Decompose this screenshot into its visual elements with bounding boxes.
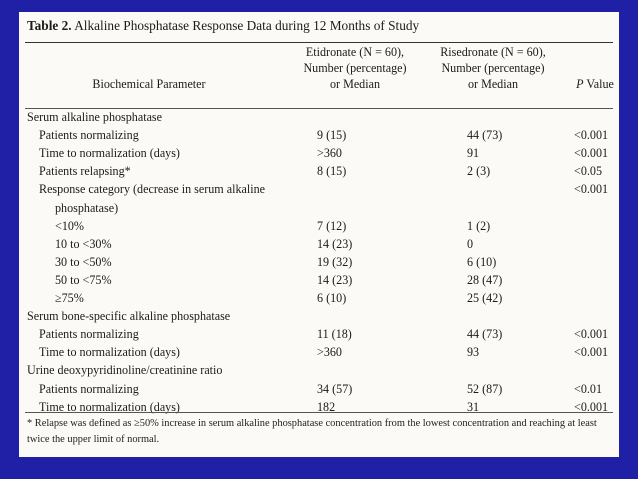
section-row	[19, 362, 619, 379]
header-p-letter: P	[576, 77, 584, 91]
p-value-cell: <0.05	[574, 164, 602, 179]
p-value-cell: <0.001	[574, 182, 609, 197]
risedronate-cell: 0	[467, 236, 474, 251]
table-row	[19, 200, 619, 217]
etidronate-cell: 19 (32)	[317, 254, 353, 269]
table-row	[19, 127, 619, 144]
top-rule	[25, 42, 613, 43]
row-label: 50 to <75%	[55, 272, 112, 287]
row-label: Serum bone-specific alkaline phosphatase	[27, 309, 231, 324]
risedronate-cell: 1 (2)	[467, 218, 491, 233]
header-risedronate	[431, 44, 555, 92]
etidronate-cell: 14 (23)	[317, 272, 353, 287]
row-label: Response category (decrease in serum alkaline	[39, 182, 265, 197]
header-p-value	[571, 76, 619, 92]
etidronate-cell: 34 (57)	[317, 381, 353, 396]
table-row	[19, 236, 619, 253]
p-value-cell: <0.001	[574, 146, 609, 161]
table-row	[19, 254, 619, 271]
etidronate-cell: 182	[317, 399, 336, 414]
row-label: phosphatase)	[55, 200, 119, 215]
header-risedronate-line: Number (percentage)	[441, 61, 545, 75]
p-value-cell: <0.001	[574, 345, 609, 360]
section-row	[19, 109, 619, 126]
table-row	[19, 181, 619, 198]
table-row	[19, 290, 619, 307]
etidronate-cell: 14 (23)	[317, 236, 353, 251]
risedronate-cell: 28 (47)	[467, 272, 503, 287]
table-row	[19, 145, 619, 162]
header-biochemical-parameter: Biochemical Parameter	[92, 77, 206, 91]
etidronate-cell: 7 (12)	[317, 218, 347, 233]
table-row	[19, 399, 619, 416]
table-row	[19, 326, 619, 343]
row-label: Patients normalizing	[39, 327, 139, 342]
table-number: Table 2.	[27, 18, 72, 33]
row-label: Patients relapsing*	[39, 164, 131, 179]
header-risedronate-line: or Median	[467, 77, 519, 91]
etidronate-cell: 8 (15)	[317, 164, 347, 179]
risedronate-cell: 2 (3)	[467, 164, 491, 179]
risedronate-cell: 6 (10)	[467, 254, 497, 269]
header-etidronate-line: Etidronate (N = 60),	[305, 45, 405, 59]
row-label: Serum alkaline phosphatase	[27, 110, 163, 124]
row-label: Patients normalizing	[39, 128, 139, 143]
table-title-text: Alkaline Phosphatase Response Data during 12 Months of Study	[74, 18, 420, 33]
row-label: Urine deoxypyridinoline/creatinine ratio	[27, 363, 223, 378]
table-row	[19, 163, 619, 180]
p-value-cell: <0.001	[574, 399, 609, 414]
row-label: Time to normalization (days)	[39, 146, 180, 161]
etidronate-cell: 11 (18)	[317, 327, 352, 342]
risedronate-cell: 52 (87)	[467, 381, 503, 396]
header-etidronate-line: or Median	[329, 77, 381, 91]
header-etidronate	[281, 44, 429, 92]
row-label: 10 to <30%	[55, 236, 112, 251]
header-etidronate-line: Number (percentage)	[303, 61, 407, 75]
table-row	[19, 218, 619, 235]
p-value-cell: <0.001	[574, 327, 609, 342]
etidronate-cell: 6 (10)	[317, 291, 347, 305]
risedronate-cell: 31	[467, 399, 480, 414]
p-value-cell: <0.01	[574, 381, 602, 396]
table-row	[19, 381, 619, 398]
row-label: <10%	[55, 218, 84, 233]
table-row	[19, 344, 619, 361]
table-footnote: * Relapse was defined as ≥50% increase in serum alkaline phosphatase concentration from the lowest concentration and reaching at least twice the upper limit of normal.	[27, 418, 597, 445]
row-label: ≥75%	[55, 291, 84, 305]
footer-rule	[25, 412, 613, 413]
row-label: Time to normalization (days)	[39, 345, 180, 360]
etidronate-cell: >360	[317, 345, 342, 360]
risedronate-cell: 93	[467, 345, 480, 360]
header-risedronate-line: Risedronate (N = 60),	[440, 45, 546, 59]
header-p-word: Value	[583, 77, 614, 91]
risedronate-cell: 25 (42)	[467, 291, 503, 305]
risedronate-cell: 91	[467, 146, 480, 161]
risedronate-cell: 44 (73)	[467, 327, 503, 342]
etidronate-cell: >360	[317, 146, 342, 161]
table-row	[19, 272, 619, 289]
section-row	[19, 308, 619, 325]
risedronate-cell: 44 (73)	[467, 128, 503, 143]
etidronate-cell: 9 (15)	[317, 128, 347, 143]
table-title	[27, 18, 611, 34]
row-label: Patients normalizing	[39, 381, 139, 396]
row-label: Time to normalization (days)	[39, 399, 180, 414]
row-label: 30 to <50%	[55, 254, 112, 269]
table-card	[19, 12, 619, 457]
p-value-cell: <0.001	[574, 128, 609, 143]
